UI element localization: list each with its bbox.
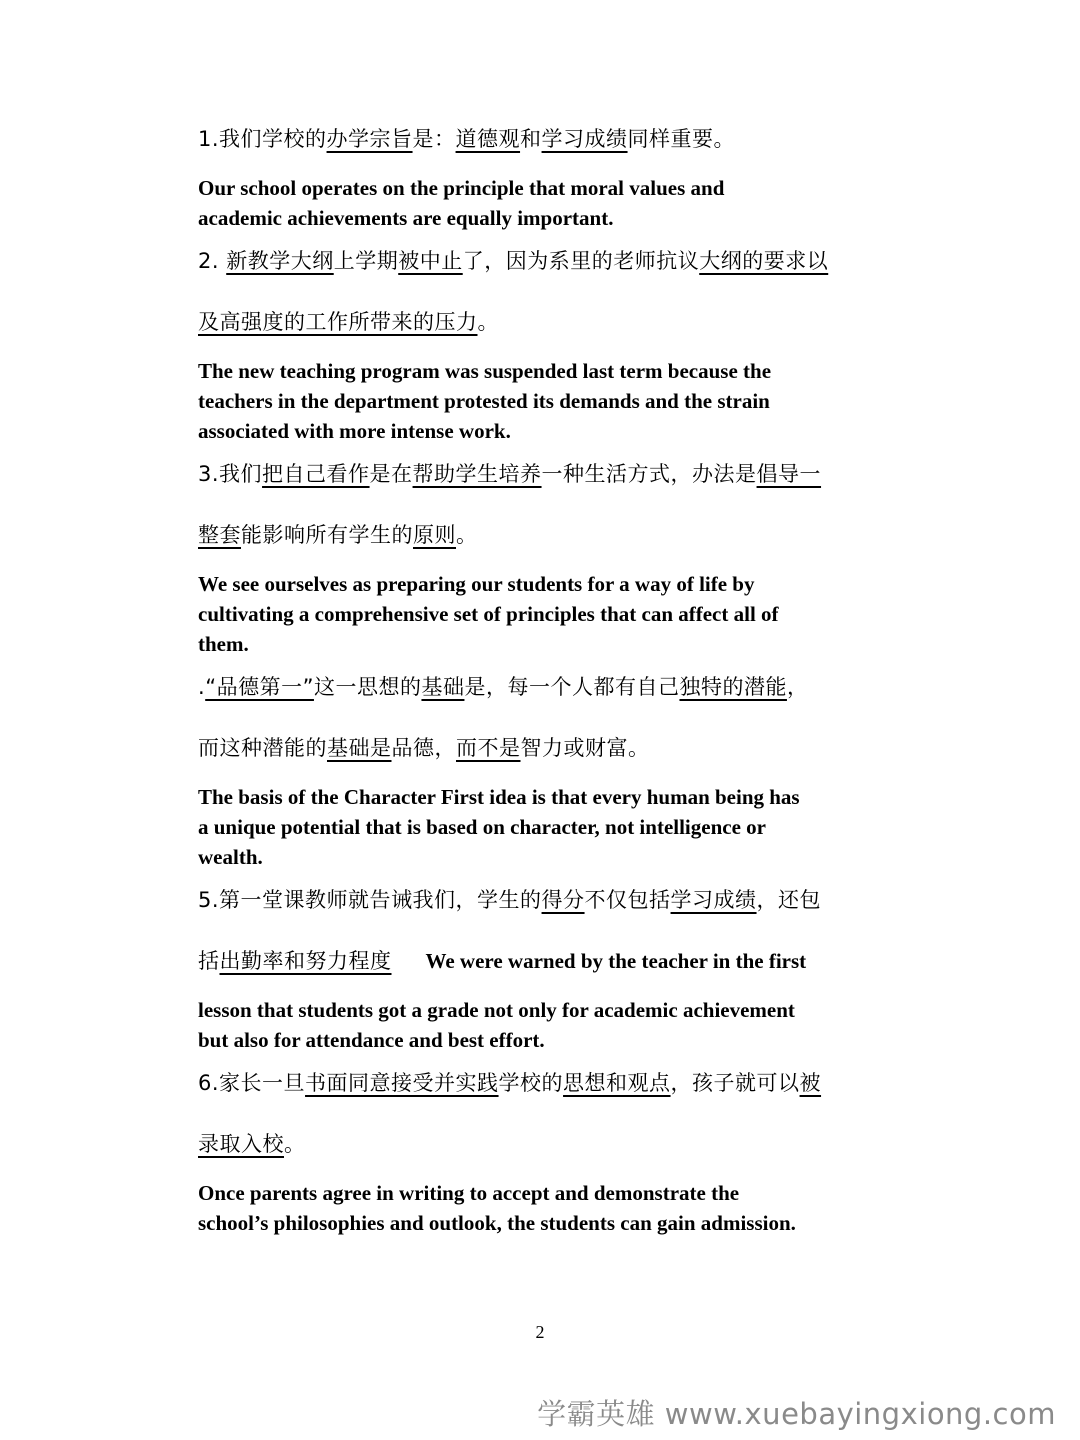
underlined-phrase: 被 — [799, 1071, 822, 1095]
text-segment: 能影响所有学生的 — [241, 523, 413, 547]
item-3-english-line-1: We see ourselves as preparing our students for a way of life by — [198, 572, 755, 596]
item-1-english-line-1: Our school operates on the principle that moral values and — [198, 176, 725, 200]
item-2-english-line-1: The new teaching program was suspended last term because the — [198, 359, 772, 383]
item-6-chinese-line-1 — [198, 1068, 898, 1098]
underlined-phrase: 独特的潜能 — [679, 675, 787, 699]
text-segment: 上学期 — [333, 249, 399, 273]
underlined-phrase: 办学宗旨 — [326, 127, 413, 151]
underlined-phrase: 基础是 — [327, 736, 392, 760]
item-5-english-line-2: but also for attendance and best effort. — [198, 1028, 545, 1052]
text-segment: 同样重要。 — [627, 127, 736, 151]
underlined-phrase: 录取入校 — [198, 1132, 284, 1156]
underlined-phrase: 把自己看作 — [262, 462, 370, 486]
underlined-phrase: 学习成绩 — [541, 127, 628, 151]
text-segment: 1.我们学校的 — [198, 127, 327, 151]
site-watermark: 学霸英雄 www.xuebayingxiong.com — [537, 1397, 1056, 1431]
text-segment: ， — [786, 675, 809, 699]
underlined-phrase: 思想和观点 — [563, 1071, 671, 1095]
item-5-english-line-1: lesson that students got a grade not only for academic achievement — [198, 998, 795, 1022]
item-6-chinese-line-2 — [198, 1129, 898, 1159]
text-segment: 不仅包括 — [584, 888, 671, 912]
underlined-phrase: 基础 — [421, 675, 465, 699]
item-3-english-line-3: them. — [198, 632, 249, 656]
text-segment: 括 — [198, 949, 220, 973]
underlined-phrase: 被中止 — [398, 249, 463, 273]
item-2-chinese-line-2 — [198, 307, 898, 337]
text-segment: 5.第一堂课教师就告诫我们，学生的 — [198, 888, 542, 912]
underlined-phrase: 新教学大纲 — [226, 249, 334, 273]
underlined-phrase: 出勤率和努力程度 — [219, 949, 392, 973]
item-5-chinese-line-2-text — [198, 949, 392, 973]
underlined-phrase: 整套 — [198, 523, 241, 547]
item-2-chinese-line-1 — [198, 246, 898, 276]
text-segment: 了，因为系里的老师抗议 — [462, 249, 700, 273]
item-5-chinese-line-2 — [198, 946, 898, 976]
item-3-chinese-line-1 — [198, 459, 898, 489]
underlined-phrase: 大纲的要求以 — [699, 249, 829, 273]
underlined-phrase: 道德观 — [455, 127, 521, 151]
text-segment: 6.家长一旦 — [198, 1071, 306, 1095]
underlined-phrase: 帮助学生培养 — [412, 462, 542, 486]
text-segment: 而这种潜能的 — [198, 736, 327, 760]
text-segment: 这一思想的 — [313, 675, 422, 699]
text-segment: 学校的 — [498, 1071, 564, 1095]
underlined-phrase: 倡导一 — [756, 462, 822, 486]
text-segment: 一种生活方式，办法是 — [541, 462, 757, 486]
text-segment: 品德， — [391, 736, 456, 760]
item-2-english-line-3: associated with more intense work. — [198, 419, 511, 443]
text-segment: 。 — [284, 1132, 306, 1156]
text-segment: 。 — [456, 523, 478, 547]
item-3-chinese-line-2 — [198, 520, 898, 550]
underlined-phrase: 书面同意接受并实践 — [305, 1071, 499, 1095]
text-segment: 。 — [477, 310, 499, 334]
item-5-english-inline: We were warned by the teacher in the first — [425, 949, 807, 973]
item-4-chinese-line-1 — [198, 672, 898, 702]
text-segment: 是，每一个人都有自己 — [464, 675, 680, 699]
page-number: 2 — [535, 1322, 545, 1342]
item-4-english-line-1: The basis of the Character First idea is that every human being has — [198, 785, 800, 809]
item-6-english-line-1: Once parents agree in writing to accept and demonstrate the — [198, 1181, 740, 1205]
text-segment: . — [198, 675, 206, 699]
item-3-english-line-2: cultivating a comprehensive set of principles that can affect all of — [198, 602, 779, 626]
text-segment: 智力或财富。 — [520, 736, 650, 760]
underlined-phrase: 学习成绩 — [670, 888, 757, 912]
underlined-phrase: 得分 — [541, 888, 585, 912]
underlined-phrase: “品德第一” — [205, 675, 314, 699]
text-segment: 3.我们 — [198, 462, 263, 486]
text-segment: 和 — [520, 127, 542, 151]
item-1-chinese — [198, 124, 898, 154]
item-6-english-line-2: school’s philosophies and outlook, the students can gain admission. — [198, 1211, 796, 1235]
underlined-phrase: 原则 — [413, 523, 456, 547]
text-segment: 是在 — [369, 462, 413, 486]
text-segment: 2. — [198, 249, 227, 273]
text-segment: 是： — [412, 127, 456, 151]
item-4-english-line-3: wealth. — [198, 845, 263, 869]
item-5-chinese-line-1 — [198, 885, 898, 915]
item-1-english-line-2: academic achievements are equally important. — [198, 206, 614, 230]
item-4-english-line-2: a unique potential that is based on character, not intelligence or — [198, 815, 766, 839]
text-segment: ，还包 — [756, 888, 822, 912]
underlined-phrase: 而不是 — [456, 736, 521, 760]
item-2-english-line-2: teachers in the department protested its demands and the strain — [198, 389, 770, 413]
item-4-chinese-line-2 — [198, 733, 898, 763]
underlined-phrase: 及高强度的工作所带来的压力 — [198, 310, 478, 334]
text-segment: ，孩子就可以 — [670, 1071, 800, 1095]
